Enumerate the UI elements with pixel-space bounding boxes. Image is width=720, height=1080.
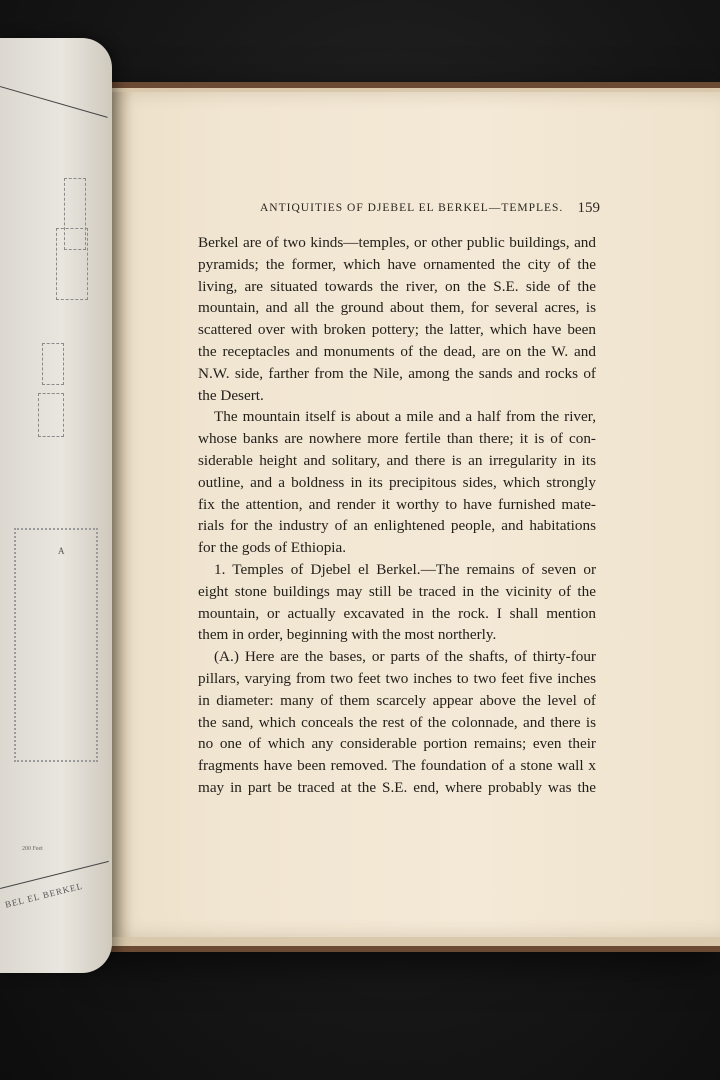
text-line: N.W. side, farther from the Nile, among the sands and rocks of bbox=[198, 364, 596, 382]
plate-border-bottom bbox=[0, 861, 109, 889]
text-line: rials for the industry of an enlightened people, and habitations bbox=[198, 517, 596, 535]
text-line: mountain, or actually excavated in the rock. I shall mention bbox=[198, 604, 596, 622]
temple-plan bbox=[14, 528, 98, 762]
text-line: eight stone buildings may still be traced in the vicinity of the bbox=[198, 582, 596, 600]
plan-figure bbox=[42, 343, 64, 385]
text-line: the receptacles and monuments of the dead, are on the W. and bbox=[198, 342, 596, 360]
body-text bbox=[198, 232, 596, 799]
text-line: pillars, varying from two feet two inches to two feet five inches bbox=[198, 669, 596, 687]
plan-figure bbox=[56, 228, 88, 300]
text-line: living, are situated towards the river, on the S.E. side of the bbox=[198, 277, 596, 295]
plate-border-top bbox=[0, 86, 108, 118]
text-line: them in order, beginning with the most northerly. bbox=[198, 626, 497, 644]
text-line: (A.) Here are the bases, or parts of the shafts, of thirty-four bbox=[214, 648, 596, 666]
page-header bbox=[260, 202, 600, 222]
text-line: mountain, and all the ground about them, for several acres, is bbox=[198, 299, 596, 317]
text-line: pyramids; the former, which have ornamented the city of the bbox=[198, 255, 596, 273]
text-line: Berkel are of two kinds—temples, or other public buildings, and bbox=[198, 234, 596, 251]
text-line: the sand, which conceals the rest of the colonnade, and there is bbox=[198, 713, 596, 731]
plan-label: A bbox=[58, 546, 65, 556]
text-line: 1. Temples of Djebel el Berkel.—The remains of seven or bbox=[214, 560, 596, 578]
text-line: for the gods of Ethiopia. bbox=[198, 539, 347, 557]
text-line: in diameter: many of them scarcely appear above the level of bbox=[198, 691, 596, 709]
plate-caption: BEL EL BERKEL bbox=[4, 880, 84, 910]
text-line: whose banks are nowhere more fertile than there; it is of con- bbox=[198, 430, 596, 448]
scale-label: 200 Feet bbox=[22, 846, 43, 852]
text-line: may in part be traced at the S.E. end, where probably was the bbox=[198, 778, 596, 796]
text-line: the Desert. bbox=[198, 386, 264, 404]
text-line: siderable height and solitary, and there is an irregularity in its bbox=[198, 451, 596, 469]
text-line: outline, and a boldness in its precipitous sides, which strongly bbox=[198, 473, 596, 491]
left-page-plate bbox=[0, 38, 112, 973]
page-number: 159 bbox=[577, 200, 600, 216]
text-line: The mountain itself is about a mile and a half from the river, bbox=[214, 408, 596, 426]
running-head: ANTIQUITIES OF DJEBEL EL BERKEL—TEMPLES. bbox=[260, 202, 564, 214]
text-line: scattered over with broken pottery; the latter, which have been bbox=[198, 321, 596, 339]
text-line: fix the attention, and render it worthy to have furnished mate- bbox=[198, 495, 596, 513]
text-line: fragments have been removed. The foundation of a stone wall x bbox=[198, 757, 596, 775]
text-line: no one of which any considerable portion remains; even their bbox=[198, 735, 596, 753]
plan-figure bbox=[38, 393, 64, 437]
